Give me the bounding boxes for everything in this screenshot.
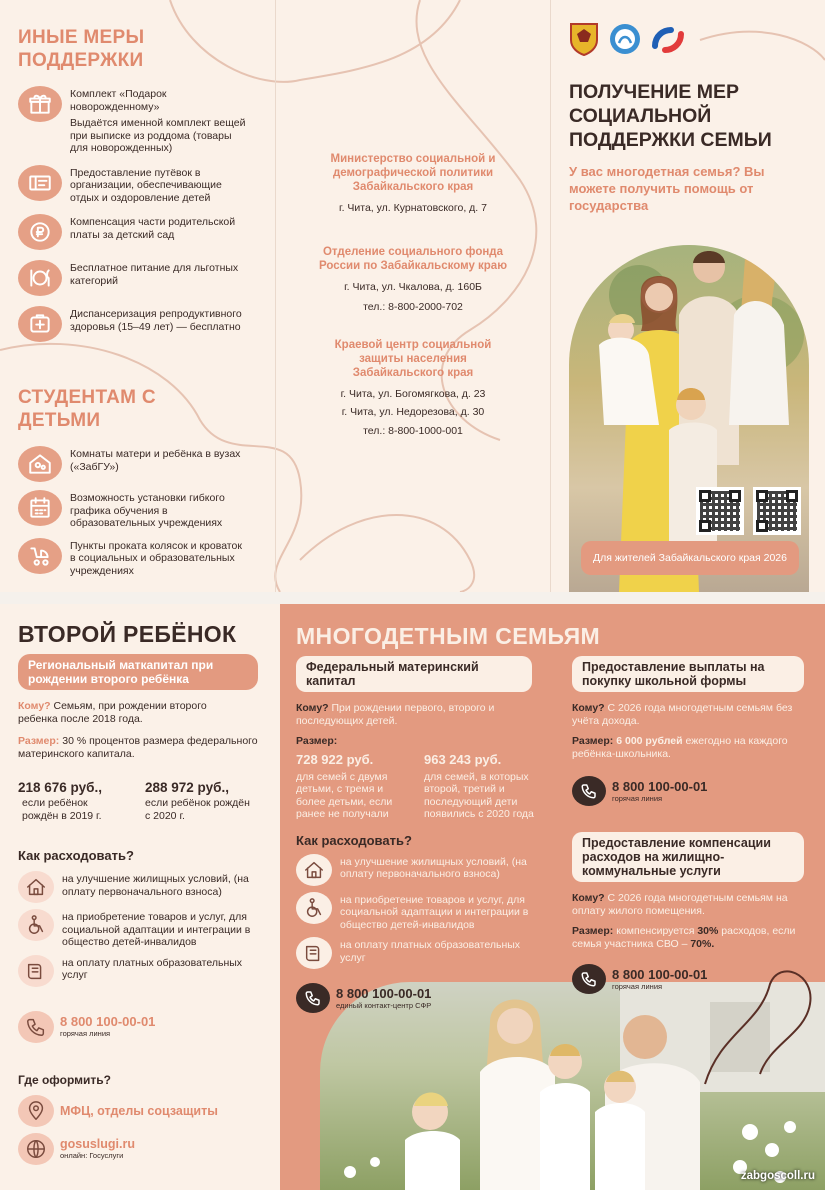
list-item	[296, 892, 554, 932]
org-phone: тел.: 8-800-1000-001	[363, 424, 463, 437]
hotline-number: 8 800 100-00-01	[60, 1014, 156, 1029]
section-title-other-measures: ИНЫЕ МЕРЫ ПОДДЕРЖКИ	[18, 27, 145, 71]
regional-capital-pill: Региональный маткапитал при рождении второго ребёнка	[18, 654, 258, 690]
size-text: компенсируется	[616, 925, 695, 937]
size-label: Размер:	[296, 735, 338, 747]
list-item	[296, 937, 554, 969]
amount-note: если ребёнок рождён в 2019 г.	[22, 797, 102, 822]
who-text: При рождении первого, второго и последующих детей.	[296, 702, 495, 727]
school-hotline-sub: горячая линия	[612, 793, 663, 803]
spend-text: на улучшение жилищных условий, (на оплату первоначального взноса)	[62, 873, 249, 898]
medical-icon	[18, 306, 62, 342]
who-label: Кому?	[18, 700, 51, 712]
calendar-icon	[18, 490, 62, 526]
who-label: Кому?	[296, 702, 329, 714]
size-text: ежегодно на каждого ребёнка-школьника.	[572, 735, 788, 760]
size-label: Размер:	[18, 735, 60, 747]
list-item	[18, 871, 280, 903]
where-mfc-text: МФЦ, отделы соцзащиты	[60, 1103, 218, 1118]
meal-icon	[18, 260, 62, 296]
panel-contacts	[276, 0, 550, 592]
gosuslugi-link[interactable]: gosuslugi.ru	[60, 1137, 135, 1151]
panel-other-measures	[0, 0, 275, 592]
measures-list	[18, 86, 257, 342]
ministry-logo-icon	[609, 23, 641, 55]
org-line: г. Чита, ул. Курнатовского, д. 7	[339, 202, 487, 214]
who-text: С 2026 года многодетным семьям на оплату жилого помещения.	[572, 892, 788, 917]
section-title-second-child: ВТОРОЙ РЕБЁНОК	[18, 621, 237, 647]
amount-value: 218 676 руб.,	[18, 780, 102, 795]
watermark: zabgoscoll.ru	[740, 1170, 815, 1182]
size-pct: 30%	[697, 925, 719, 937]
contact-center-number: 8 800 100-00-01	[336, 985, 432, 1001]
amounts	[296, 752, 554, 821]
list-item	[18, 446, 257, 482]
list-item	[18, 955, 280, 987]
org-block	[276, 338, 550, 438]
utilities-pill: Предоставление компенсации расходов на жилищно-коммунальные услуги	[572, 832, 804, 882]
logos	[569, 22, 685, 56]
location-pin-icon	[18, 1095, 54, 1127]
stroller-icon	[18, 538, 62, 574]
family-photo-illustration	[569, 245, 809, 592]
brochure-inside	[0, 604, 825, 1190]
amount-block	[424, 752, 544, 821]
spend-title: Как расходовать?	[18, 848, 134, 863]
wheelchair-icon	[18, 909, 54, 941]
cover-subtitle: У вас многодетная семья? Вы можете получить помощь от государства	[569, 164, 765, 213]
school-uniform-pill: Предоставление выплаты на покупку школьной формы	[572, 656, 804, 692]
panel-second-child	[0, 604, 280, 1190]
students-list	[18, 446, 257, 577]
amount-note: если ребёнок рождён с 2020 г.	[145, 797, 250, 822]
size-label: Размер:	[572, 735, 614, 747]
gosuslugi-sub: онлайн: Госуслуги	[60, 1151, 124, 1160]
size-line	[572, 735, 804, 760]
calendar-text: Возможность установки гибкого графика обучения в образовательных учреждениях	[70, 492, 225, 529]
school-hotline[interactable]	[572, 776, 812, 806]
stroller-text: Пункты проката колясок и кроваток в социальных и образовательных учреждениях	[70, 539, 242, 577]
list-item	[18, 165, 257, 205]
mother-room-text: Комнаты матери и ребёнка в вузах («ЗабГУ»)	[70, 448, 241, 473]
spend-text: на приобретение товаров и услуг, для социальной адаптации и интеграции в общество детей-инвалидов	[62, 911, 251, 948]
who-text: С 2026 года многодетным семьям без учёта дохода.	[572, 702, 793, 727]
org-phone: тел.: 8-800-2000-702	[363, 301, 463, 313]
section-title-large-families: МНОГОДЕТНЫМ СЕМЬЯМ	[296, 623, 601, 649]
where-gosuslugi[interactable]	[18, 1133, 280, 1165]
list-item	[18, 260, 257, 296]
list-item	[18, 214, 257, 250]
ticket-icon	[18, 165, 62, 201]
gift-title: Комплект «Подарок новорожденному»	[70, 88, 167, 113]
spend-text: на улучшение жилищных условий, (на оплату первоначального взноса)	[340, 855, 527, 880]
phone-icon	[296, 983, 330, 1013]
spend-list	[296, 854, 554, 970]
amounts	[18, 780, 280, 822]
federal-capital-pill: Федеральный материнский капитал	[296, 656, 532, 692]
qr-code[interactable]	[696, 487, 744, 535]
family-photo	[569, 245, 809, 592]
qr-code[interactable]	[753, 487, 801, 535]
brochure-outside	[0, 0, 825, 592]
federal-capital-block	[296, 656, 554, 1013]
mother-room-icon	[18, 446, 62, 482]
size-label: Размер:	[572, 925, 614, 937]
spend-text: на оплату платных образовательных услуг	[62, 956, 243, 981]
cover-title: ПОЛУЧЕНИЕ МЕР СОЦИАЛЬНОЙ ПОДДЕРЖКИ СЕМЬИ	[569, 81, 772, 151]
size-line	[18, 735, 258, 760]
amount-value: 288 972 руб.,	[145, 780, 229, 795]
hotline-sub: горячая линия	[60, 1029, 111, 1038]
amount-value: 728 922 руб.	[296, 751, 374, 767]
house-icon	[296, 854, 332, 886]
ticket-text: Предоставление путёвок в организации, обеспечивающие отдых и оздоровление детей	[70, 166, 222, 204]
org-line: г. Чита, ул. Богомягкова, д. 23	[340, 387, 486, 400]
spend-title: Как расходовать?	[296, 832, 412, 848]
who-label: Кому?	[572, 702, 605, 714]
region-badge: Для жителей Забайкальского края 2026	[581, 541, 799, 575]
globe-icon	[18, 1133, 54, 1165]
book-icon	[296, 937, 332, 969]
contact-center[interactable]	[296, 983, 554, 1013]
who-label: Кому?	[572, 892, 605, 904]
list-item	[18, 490, 257, 530]
org-name: Отделение социального фонда России по Забайкальскому краю	[318, 245, 508, 272]
amount-block	[145, 780, 255, 822]
school-hotline-number: 8 800 100-00-01	[612, 778, 708, 794]
phone-icon	[572, 776, 606, 806]
coin-text: Компенсация части родительской платы за детский сад	[70, 216, 236, 241]
where-mfc	[18, 1095, 280, 1127]
amount-note: для семей, в которых второй, третий и последующий дети появились с 2020 года	[424, 770, 534, 820]
region-coat-of-arms-icon	[569, 22, 599, 56]
spend-text: на приобретение товаров и услуг, для социальной адаптации и интеграции в общество детей-инвалидов	[340, 893, 529, 931]
size-text: 30 % процентов размера федерального материнского капитала.	[18, 735, 258, 760]
size-value: 6 000 рублей	[616, 735, 683, 747]
gift-icon	[18, 86, 62, 122]
size-text: расходов, если семья участника СВО –	[572, 925, 796, 950]
where-title: Где оформить?	[18, 1072, 111, 1087]
list-item	[18, 306, 257, 342]
meal-text: Бесплатное питание для льготных категорий	[70, 262, 239, 287]
hotline[interactable]	[18, 1011, 280, 1043]
phone-icon	[572, 964, 606, 994]
org-line: г. Чита, ул. Чкалова, д. 160Б	[344, 280, 482, 293]
amount-block	[18, 780, 123, 822]
org-block	[276, 245, 550, 314]
medical-text: Диспансеризация репродуктивного здоровья (15–49 лет) — бесплатно	[70, 308, 242, 333]
amount-value: 963 243 руб.	[424, 751, 502, 767]
spend-text: на оплату платных образовательных услуг	[340, 939, 521, 964]
house-icon	[18, 871, 54, 903]
utilities-hotline-sub: горячая линия	[612, 981, 663, 991]
utilities-hotline[interactable]	[572, 964, 812, 994]
list-item	[18, 86, 257, 155]
sfr-logo-icon	[651, 24, 685, 54]
panel-cover	[551, 0, 825, 592]
who-line	[18, 700, 248, 725]
org-name: Министерство социальной и демографической политики Забайкальского края	[330, 153, 496, 193]
who-line	[296, 702, 536, 727]
who-line	[572, 702, 804, 727]
section-title-students: СТУДЕНТАМ С ДЕТЬМИ	[18, 387, 156, 431]
org-line: г. Чита, ул. Недорезова, д. 30	[341, 406, 485, 418]
coin-icon	[18, 214, 62, 250]
size-line	[572, 925, 804, 950]
wheelchair-icon	[296, 892, 332, 924]
org-name: Краевой центр социальной защиты населения Забайкальского края	[334, 338, 492, 379]
utilities-hotline-number: 8 800 100-00-01	[612, 966, 708, 982]
list-item	[18, 909, 280, 949]
org-block	[276, 152, 550, 215]
phone-icon	[18, 1011, 54, 1043]
list-item	[18, 538, 257, 578]
gift-text: Выдаётся именной комплект вещей при выписке из роддома (товары для новорожденных)	[70, 117, 246, 154]
school-uniform-block	[572, 656, 812, 994]
spend-list	[18, 871, 280, 987]
size-pct: 70%.	[690, 937, 715, 950]
list-item	[296, 854, 554, 886]
contact-center-sub: единый контакт-центр СФР	[336, 1000, 432, 1010]
who-line	[572, 892, 797, 917]
who-text: Семьям, при рождении второго ребенка после 2018 года.	[18, 700, 207, 725]
book-icon	[18, 955, 54, 987]
amount-block	[296, 752, 406, 821]
panel-large-families	[280, 604, 825, 1190]
amount-note: для семей с двумя детьми, с тремя и более детьми, если ранее не получали	[296, 770, 393, 820]
